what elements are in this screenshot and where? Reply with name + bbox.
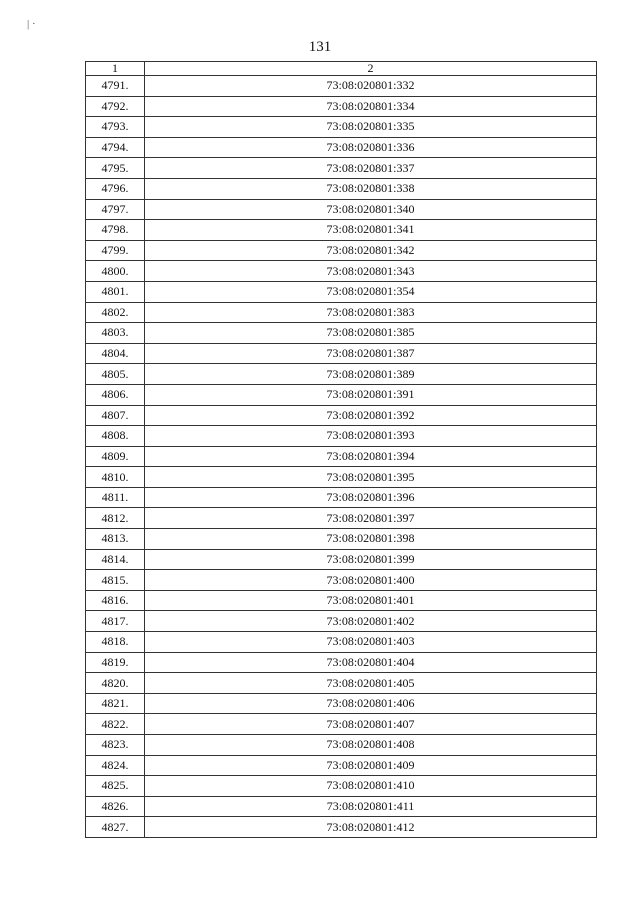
table-row [86,158,597,179]
cadastral-number: 73:08:020801:411 [145,796,597,817]
cadastral-number: 73:08:020801:340 [145,199,597,220]
cadastral-number: 73:08:020801:338 [145,178,597,199]
row-index: 4814. [86,549,145,570]
row-index: 4819. [86,652,145,673]
table-row [86,467,597,488]
table-row [86,137,597,158]
row-index: 4797. [86,199,145,220]
table-body [86,76,597,838]
row-index: 4805. [86,364,145,385]
table-row [86,76,597,97]
cadastral-number: 73:08:020801:334 [145,96,597,117]
table-row [86,220,597,241]
cadastral-number: 73:08:020801:404 [145,652,597,673]
row-index: 4827. [86,817,145,838]
table-row [86,487,597,508]
table-row [86,384,597,405]
cadastral-number: 73:08:020801:385 [145,323,597,344]
cadastral-number: 73:08:020801:403 [145,632,597,653]
table-row [86,796,597,817]
table-row [86,714,597,735]
table-row [86,117,597,138]
cadastral-number: 73:08:020801:394 [145,446,597,467]
row-index: 4794. [86,137,145,158]
cadastral-number: 73:08:020801:354 [145,281,597,302]
row-index: 4793. [86,117,145,138]
table-row [86,96,597,117]
row-index: 4820. [86,673,145,694]
column-header-index: 1 [86,62,145,76]
row-index: 4804. [86,343,145,364]
cadastral-number: 73:08:020801:396 [145,487,597,508]
row-index: 4821. [86,693,145,714]
cadastral-number: 73:08:020801:412 [145,817,597,838]
row-index: 4802. [86,302,145,323]
table-row [86,343,597,364]
cadastral-number: 73:08:020801:400 [145,570,597,591]
page-number: 131 [308,39,332,55]
table-row [86,632,597,653]
table-row [86,611,597,632]
row-index: 4792. [86,96,145,117]
row-index: 4810. [86,467,145,488]
row-index: 4795. [86,158,145,179]
cadastral-number: 73:08:020801:409 [145,755,597,776]
row-index: 4823. [86,735,145,756]
cadastral-number: 73:08:020801:405 [145,673,597,694]
table-row [86,446,597,467]
table-row [86,199,597,220]
cadastral-number: 73:08:020801:342 [145,240,597,261]
table-row [86,529,597,550]
row-index: 4812. [86,508,145,529]
cadastral-number: 73:08:020801:397 [145,508,597,529]
row-index: 4807. [86,405,145,426]
row-index: 4811. [86,487,145,508]
table-row [86,673,597,694]
table-row [86,302,597,323]
cadastral-number: 73:08:020801:399 [145,549,597,570]
row-index: 4800. [86,261,145,282]
column-header-cadastral-number: 2 [145,62,597,76]
table-row [86,817,597,838]
cadastral-number: 73:08:020801:332 [145,76,597,97]
cadastral-number: 73:08:020801:343 [145,261,597,282]
cadastral-number: 73:08:020801:383 [145,302,597,323]
cadastral-number: 73:08:020801:391 [145,384,597,405]
row-index: 4798. [86,220,145,241]
row-index: 4796. [86,178,145,199]
table-row [86,508,597,529]
row-index: 4806. [86,384,145,405]
table-header-row [86,62,597,76]
cadastral-number: 73:08:020801:337 [145,158,597,179]
row-index: 4803. [86,323,145,344]
cadastral-number: 73:08:020801:408 [145,735,597,756]
table-row [86,240,597,261]
row-index: 4815. [86,570,145,591]
cadastral-table [85,61,597,838]
cadastral-number: 73:08:020801:402 [145,611,597,632]
table-row [86,178,597,199]
row-index: 4824. [86,755,145,776]
cadastral-number: 73:08:020801:395 [145,467,597,488]
cadastral-number: 73:08:020801:336 [145,137,597,158]
table-row [86,323,597,344]
table-row [86,735,597,756]
row-index: 4799. [86,240,145,261]
margin-mark: | · [27,18,36,30]
row-index: 4826. [86,796,145,817]
row-index: 4813. [86,529,145,550]
table-row [86,570,597,591]
cadastral-number: 73:08:020801:401 [145,590,597,611]
table-row [86,549,597,570]
cadastral-number: 73:08:020801:398 [145,529,597,550]
row-index: 4809. [86,446,145,467]
row-index: 4801. [86,281,145,302]
row-index: 4818. [86,632,145,653]
cadastral-number: 73:08:020801:406 [145,693,597,714]
table-row [86,652,597,673]
cadastral-number: 73:08:020801:393 [145,426,597,447]
row-index: 4822. [86,714,145,735]
row-index: 4816. [86,590,145,611]
cadastral-number: 73:08:020801:392 [145,405,597,426]
table-row [86,261,597,282]
cadastral-number: 73:08:020801:407 [145,714,597,735]
cadastral-number: 73:08:020801:410 [145,776,597,797]
table-row [86,693,597,714]
table-row [86,364,597,385]
cadastral-number: 73:08:020801:335 [145,117,597,138]
row-index: 4817. [86,611,145,632]
table-row [86,405,597,426]
cadastral-number: 73:08:020801:341 [145,220,597,241]
table-row [86,755,597,776]
cadastral-number: 73:08:020801:389 [145,364,597,385]
table-row [86,776,597,797]
table-row [86,281,597,302]
table-row [86,426,597,447]
table-row [86,590,597,611]
row-index: 4808. [86,426,145,447]
cadastral-number: 73:08:020801:387 [145,343,597,364]
row-index: 4791. [86,76,145,97]
row-index: 4825. [86,776,145,797]
